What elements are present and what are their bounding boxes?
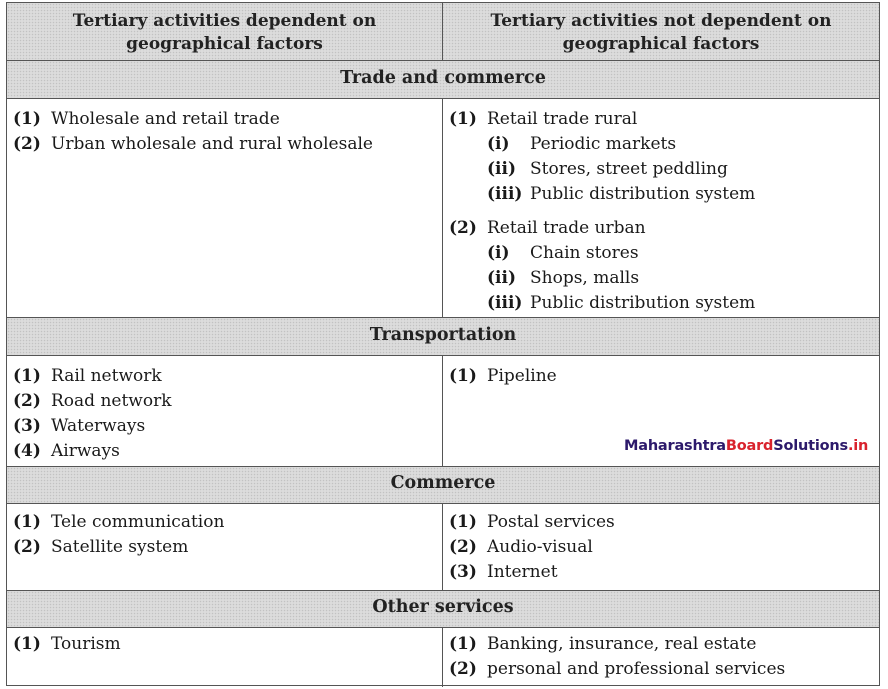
section-title: Commerce (390, 473, 496, 493)
list-item: (1) Pipeline (449, 366, 557, 386)
section-body-row (7, 504, 879, 591)
list-item: (3) Waterways (13, 416, 146, 436)
list-item: (2) Audio-visual (449, 537, 593, 557)
sub-list-item: (ii) Shops, malls (487, 268, 640, 288)
list-item: (1) Postal services (449, 512, 615, 532)
section-title-row (7, 591, 879, 628)
header-right-line1: Tertiary activities not dependent on (490, 11, 832, 31)
table-header-row (7, 3, 879, 61)
list-item: (1) Rail network (13, 366, 162, 386)
list-item: (1) Banking, insurance, real estate (449, 634, 757, 654)
section-body-row (7, 99, 879, 318)
list-item: (2) Urban wholesale and rural wholesale (13, 134, 373, 154)
header-cell-not-dependent (443, 3, 879, 60)
right-cell (443, 504, 879, 590)
sub-list-item: (ii) Stores, street peddling (487, 159, 728, 179)
header-cell-dependent (7, 3, 443, 60)
comparison-table (6, 2, 880, 686)
header-right-line2: geographical factors (562, 34, 760, 54)
sub-list-item: (i) Periodic markets (487, 134, 677, 154)
section-title: Transportation (369, 325, 517, 345)
watermark-logo: MaharashtraBoardSolutions.in (624, 438, 869, 454)
section-body-row (7, 628, 879, 687)
list-item: (1) Tele communication (13, 512, 225, 532)
section-title-row (7, 61, 879, 99)
list-item: (3) Internet (449, 562, 558, 582)
left-cell (7, 356, 443, 466)
header-left-line1: Tertiary activities dependent on (72, 11, 377, 31)
sub-list-item: (iii) Public distribution system (487, 293, 756, 313)
left-cell (7, 99, 443, 317)
list-item: (2) Retail trade urban (449, 218, 646, 238)
section-title-row (7, 467, 879, 504)
list-item: (2) personal and professional services (449, 659, 786, 679)
list-item: (4) Airways (13, 441, 120, 461)
list-item: (1) Wholesale and retail trade (13, 109, 280, 129)
sub-list-item: (iii) Public distribution system (487, 184, 756, 204)
list-item: (1) Retail trade rural (449, 109, 638, 129)
right-cell (443, 99, 879, 317)
section-title: Other services (372, 597, 514, 617)
right-cell (443, 628, 879, 687)
left-cell (7, 628, 443, 687)
left-cell (7, 504, 443, 590)
list-item: (1) Tourism (13, 634, 121, 654)
section-title-row (7, 318, 879, 356)
list-item: (2) Satellite system (13, 537, 189, 557)
list-item: (2) Road network (13, 391, 172, 411)
header-left-line2: geographical factors (126, 34, 323, 54)
sub-list-item: (i) Chain stores (487, 243, 639, 263)
section-title: Trade and commerce (340, 68, 546, 88)
